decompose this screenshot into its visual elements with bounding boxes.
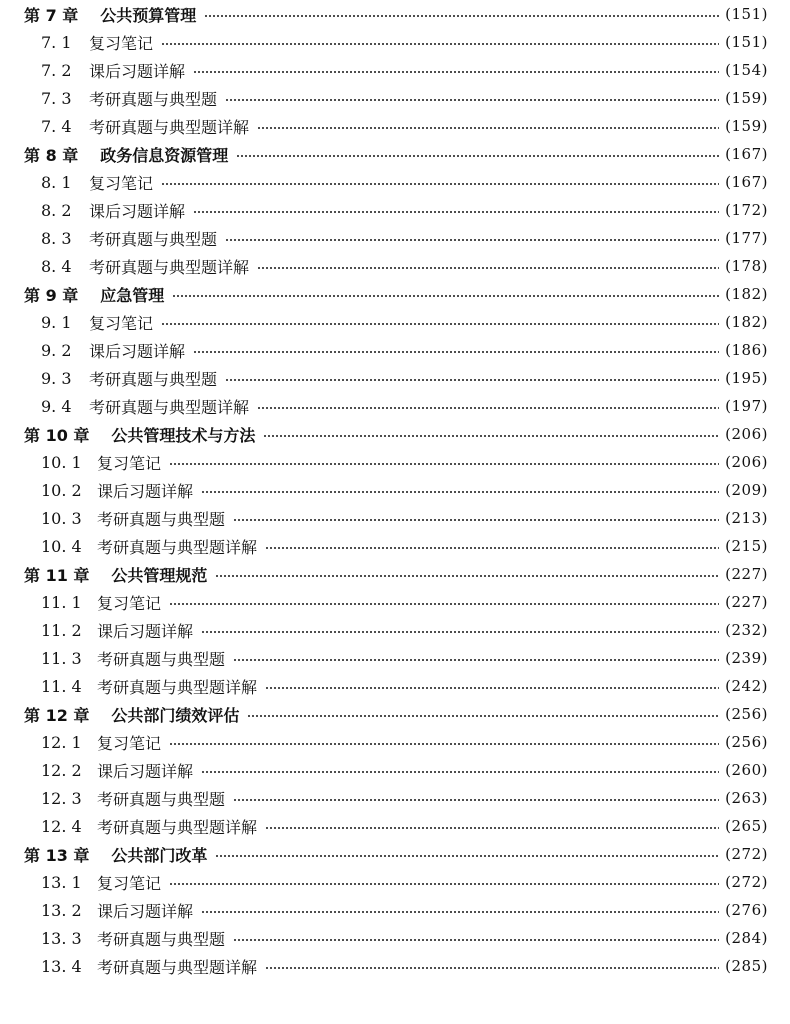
section-number: 12. 4 — [41, 816, 82, 836]
dot-leader — [265, 687, 719, 689]
toc-section-row[interactable] — [0, 756, 790, 784]
chapter-number: 第 7 章 — [24, 5, 79, 25]
dot-leader — [257, 127, 719, 129]
page-number: (167) — [725, 173, 768, 191]
chapter-number: 第 10 章 — [24, 425, 90, 445]
section-number: 8. 2 — [41, 200, 72, 220]
section-number: 7. 3 — [41, 88, 72, 108]
section-number: 13. 2 — [41, 900, 82, 920]
dot-leader — [193, 211, 719, 213]
section-number: 13. 3 — [41, 928, 82, 948]
toc-section-row[interactable] — [0, 476, 790, 504]
dot-leader — [161, 183, 719, 185]
toc-chapter-row[interactable] — [0, 840, 790, 868]
dot-leader — [233, 799, 719, 801]
section-title: 考研真题与典型题详解 — [89, 257, 250, 277]
toc-section-row[interactable] — [0, 308, 790, 336]
page-number: (263) — [725, 789, 768, 807]
chapter-title: 应急管理 — [100, 285, 165, 305]
toc-section-row[interactable] — [0, 196, 790, 224]
section-title: 考研真题与典型题 — [97, 649, 226, 669]
dot-leader — [169, 883, 719, 885]
dot-leader — [172, 295, 719, 297]
section-number: 10. 1 — [41, 452, 82, 472]
page-number: (256) — [725, 733, 768, 751]
toc-chapter-row[interactable] — [0, 280, 790, 308]
page-number: (159) — [725, 89, 768, 107]
toc-section-row[interactable] — [0, 84, 790, 112]
page-number: (172) — [725, 201, 768, 219]
chapter-number: 第 8 章 — [24, 145, 79, 165]
dot-leader — [161, 43, 719, 45]
toc-section-row[interactable] — [0, 896, 790, 924]
chapter-title: 公共部门绩效评估 — [111, 705, 240, 725]
page-number: (182) — [725, 285, 768, 303]
page-number: (239) — [725, 649, 768, 667]
section-title: 考研真题与典型题 — [97, 509, 226, 529]
toc-section-row[interactable] — [0, 28, 790, 56]
section-number: 9. 4 — [41, 396, 72, 416]
section-title: 复习笔记 — [89, 173, 154, 193]
page-number: (284) — [725, 929, 768, 947]
page-number: (177) — [725, 229, 768, 247]
dot-leader — [201, 911, 719, 913]
section-title: 课后习题详解 — [89, 341, 186, 361]
chapter-title: 政务信息资源管理 — [100, 145, 229, 165]
section-number: 12. 1 — [41, 732, 82, 752]
section-number: 8. 3 — [41, 228, 72, 248]
section-title: 复习笔记 — [97, 593, 162, 613]
toc-section-row[interactable] — [0, 924, 790, 952]
page-number: (272) — [725, 845, 768, 863]
section-title: 考研真题与典型题 — [97, 789, 226, 809]
toc-section-row[interactable] — [0, 224, 790, 252]
section-number: 10. 2 — [41, 480, 82, 500]
page-number: (272) — [725, 873, 768, 891]
toc-section-row[interactable] — [0, 112, 790, 140]
chapter-title: 公共部门改革 — [111, 845, 208, 865]
page-number: (209) — [725, 481, 768, 499]
page-number: (256) — [725, 705, 768, 723]
section-title: 课后习题详解 — [97, 901, 194, 921]
page-number: (154) — [725, 61, 768, 79]
dot-leader — [247, 715, 719, 717]
toc-section-row[interactable] — [0, 364, 790, 392]
section-number: 13. 4 — [41, 956, 82, 976]
chapter-title: 公共管理技术与方法 — [111, 425, 256, 445]
section-number: 8. 1 — [41, 172, 72, 192]
section-title: 课后习题详解 — [97, 761, 194, 781]
toc-section-row[interactable] — [0, 868, 790, 896]
section-title: 考研真题与典型题详解 — [97, 957, 258, 977]
page-number: (182) — [725, 313, 768, 331]
section-number: 7. 4 — [41, 116, 72, 136]
toc-section-row[interactable] — [0, 252, 790, 280]
dot-leader — [169, 743, 719, 745]
section-title: 考研真题与典型题详解 — [89, 117, 250, 137]
page-number: (242) — [725, 677, 768, 695]
section-title: 复习笔记 — [97, 453, 162, 473]
toc-section-row[interactable] — [0, 56, 790, 84]
dot-leader — [265, 827, 719, 829]
toc-section-row[interactable] — [0, 588, 790, 616]
dot-leader — [204, 15, 719, 17]
section-title: 复习笔记 — [89, 33, 154, 53]
toc-section-row[interactable] — [0, 504, 790, 532]
section-title: 考研真题与典型题 — [89, 369, 218, 389]
chapter-number: 第 12 章 — [24, 705, 90, 725]
dot-leader — [265, 547, 719, 549]
section-title: 考研真题与典型题详解 — [97, 677, 258, 697]
toc-section-row[interactable] — [0, 616, 790, 644]
page-number: (285) — [725, 957, 768, 975]
section-number: 10. 4 — [41, 536, 82, 556]
section-title: 考研真题与典型题详解 — [89, 397, 250, 417]
chapter-number: 第 9 章 — [24, 285, 79, 305]
toc-section-row[interactable] — [0, 728, 790, 756]
section-number: 7. 1 — [41, 32, 72, 52]
section-number: 9. 2 — [41, 340, 72, 360]
page-number: (206) — [725, 425, 768, 443]
section-number: 11. 4 — [41, 676, 82, 696]
section-title: 复习笔记 — [89, 313, 154, 333]
toc-section-row[interactable] — [0, 812, 790, 840]
dot-leader — [161, 323, 719, 325]
toc-section-row[interactable] — [0, 784, 790, 812]
section-title: 课后习题详解 — [97, 481, 194, 501]
dot-leader — [201, 491, 719, 493]
toc-chapter-row[interactable] — [0, 140, 790, 168]
dot-leader — [225, 99, 719, 101]
section-title: 考研真题与典型题 — [89, 229, 218, 249]
toc-section-row[interactable] — [0, 952, 790, 980]
dot-leader — [233, 659, 719, 661]
page-number: (206) — [725, 453, 768, 471]
dot-leader — [201, 631, 719, 633]
section-number: 11. 3 — [41, 648, 82, 668]
chapter-title: 公共预算管理 — [100, 5, 197, 25]
page-number: (265) — [725, 817, 768, 835]
section-number: 11. 1 — [41, 592, 82, 612]
dot-leader — [169, 603, 719, 605]
dot-leader — [193, 71, 719, 73]
section-title: 课后习题详解 — [89, 201, 186, 221]
page-number: (159) — [725, 117, 768, 135]
toc-chapter-row[interactable] — [0, 700, 790, 728]
page-number: (197) — [725, 397, 768, 415]
dot-leader — [215, 855, 719, 857]
section-number: 13. 1 — [41, 872, 82, 892]
toc-section-row[interactable] — [0, 448, 790, 476]
dot-leader — [233, 939, 719, 941]
page-number: (227) — [725, 565, 768, 583]
section-title: 考研真题与典型题 — [89, 89, 218, 109]
page-number: (276) — [725, 901, 768, 919]
toc-section-row[interactable] — [0, 336, 790, 364]
section-number: 12. 3 — [41, 788, 82, 808]
toc-chapter-row[interactable] — [0, 560, 790, 588]
toc-chapter-row[interactable] — [0, 0, 790, 28]
toc-section-row[interactable] — [0, 168, 790, 196]
dot-leader — [225, 379, 719, 381]
dot-leader — [236, 155, 719, 157]
page-number: (227) — [725, 593, 768, 611]
section-number: 12. 2 — [41, 760, 82, 780]
chapter-number: 第 13 章 — [24, 845, 90, 865]
page-number: (186) — [725, 341, 768, 359]
section-title: 考研真题与典型题详解 — [97, 817, 258, 837]
page-number: (213) — [725, 509, 768, 527]
dot-leader — [201, 771, 719, 773]
page-number: (232) — [725, 621, 768, 639]
page-number: (151) — [725, 33, 768, 51]
page-number: (215) — [725, 537, 768, 555]
section-title: 复习笔记 — [97, 873, 162, 893]
section-title: 考研真题与典型题详解 — [97, 537, 258, 557]
section-title: 复习笔记 — [97, 733, 162, 753]
toc-chapter-row[interactable] — [0, 420, 790, 448]
dot-leader — [225, 239, 719, 241]
section-number: 10. 3 — [41, 508, 82, 528]
chapter-number: 第 11 章 — [24, 565, 90, 585]
section-title: 课后习题详解 — [97, 621, 194, 641]
section-number: 9. 1 — [41, 312, 72, 332]
section-number: 7. 2 — [41, 60, 72, 80]
dot-leader — [215, 575, 719, 577]
dot-leader — [265, 967, 719, 969]
dot-leader — [169, 463, 719, 465]
dot-leader — [263, 435, 719, 437]
dot-leader — [193, 351, 719, 353]
section-number: 8. 4 — [41, 256, 72, 276]
toc-section-row[interactable] — [0, 392, 790, 420]
toc-section-row[interactable] — [0, 672, 790, 700]
section-number: 9. 3 — [41, 368, 72, 388]
page-number: (151) — [725, 5, 768, 23]
section-title: 考研真题与典型题 — [97, 929, 226, 949]
page-number: (260) — [725, 761, 768, 779]
toc-section-row[interactable] — [0, 532, 790, 560]
section-title: 课后习题详解 — [89, 61, 186, 81]
dot-leader — [257, 407, 719, 409]
chapter-title: 公共管理规范 — [111, 565, 208, 585]
page-number: (167) — [725, 145, 768, 163]
page-number: (178) — [725, 257, 768, 275]
dot-leader — [257, 267, 719, 269]
dot-leader — [233, 519, 719, 521]
toc-section-row[interactable] — [0, 644, 790, 672]
page-number: (195) — [725, 369, 768, 387]
section-number: 11. 2 — [41, 620, 82, 640]
